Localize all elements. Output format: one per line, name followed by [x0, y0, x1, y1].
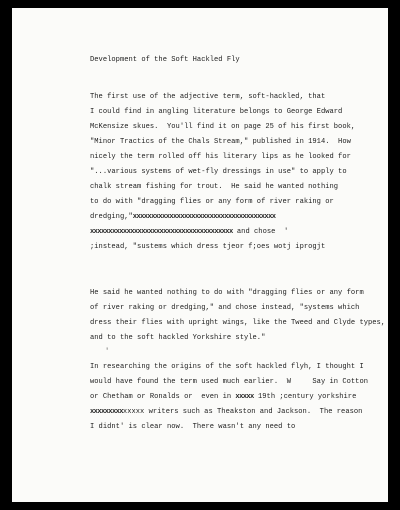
text-line: and to the soft hackled Yorkshire style." [90, 334, 266, 342]
text-fragment: xxxxx writers such as Theakston and Jackson. The reason [122, 408, 363, 416]
text-line: of river raking or dredging," and chose instead, "systems which [90, 304, 360, 312]
text-line: dress their flies with upright wings, like the Tweed and Clyde types, [90, 319, 386, 327]
strikeout: xxxxxxxxx [90, 408, 123, 416]
text-line: to do with "dragging flies or any form of river raking or [90, 198, 334, 206]
text-line: I could find in angling literature belongs to George Edward [90, 108, 343, 116]
text-line: ;instead, "sustems which dress tjeor f;oes wotj iprogjt [90, 243, 326, 251]
text-fragment: 19th ;century yorkshire [253, 393, 357, 401]
text-fragment: or Chetham or Ronalds or even in [90, 393, 236, 401]
text-line: The first use of the adjective term, soft-hackled, that [90, 93, 326, 101]
text-line: chalk stream fishing for trout. He said he wanted nothing [90, 183, 339, 191]
document-title: Development of the Soft Hackled Fly [90, 56, 240, 64]
text-fragment: dredging," [90, 213, 133, 221]
document-page [12, 8, 388, 502]
strikeout: xxxxxxxxxxxxxxxxxxxxxxxxxxxxxxxxxxxxxxx [132, 213, 276, 221]
text-line: In researching the origins of the soft hackled flyh, I thought I [90, 363, 364, 371]
text-line: would have found the term used much earlier. W Say in Cotton [90, 378, 369, 386]
text-line-with-strikeout [90, 214, 275, 221]
text-line: nicely the term rolled off his literary lips as he looked for [90, 153, 351, 161]
text-line: "Minor Tractics of the Chals Stream," published in 1914. How [90, 138, 351, 146]
text-line: He said he wanted nothing to do with "dragging flies or any form [90, 289, 364, 297]
text-line-with-strikeout [90, 229, 288, 236]
text-fragment: and chose ' [232, 228, 289, 236]
stray-mark: ' [105, 348, 110, 356]
strikeout: xxxxx [235, 393, 254, 401]
text-line: McKensize skues. You'll find it on page 25 of his first book, [90, 123, 356, 131]
text-line-with-strikeout [90, 394, 356, 401]
text-line: I didnt' is clear now. There wasn't any need to [90, 423, 296, 431]
text-line: "...various systems of wet-fly dressings in use" to apply to [90, 168, 347, 176]
strikeout: xxxxxxxxxxxxxxxxxxxxxxxxxxxxxxxxxxxxxxx [90, 228, 233, 236]
text-line-with-strikeout [90, 409, 362, 416]
